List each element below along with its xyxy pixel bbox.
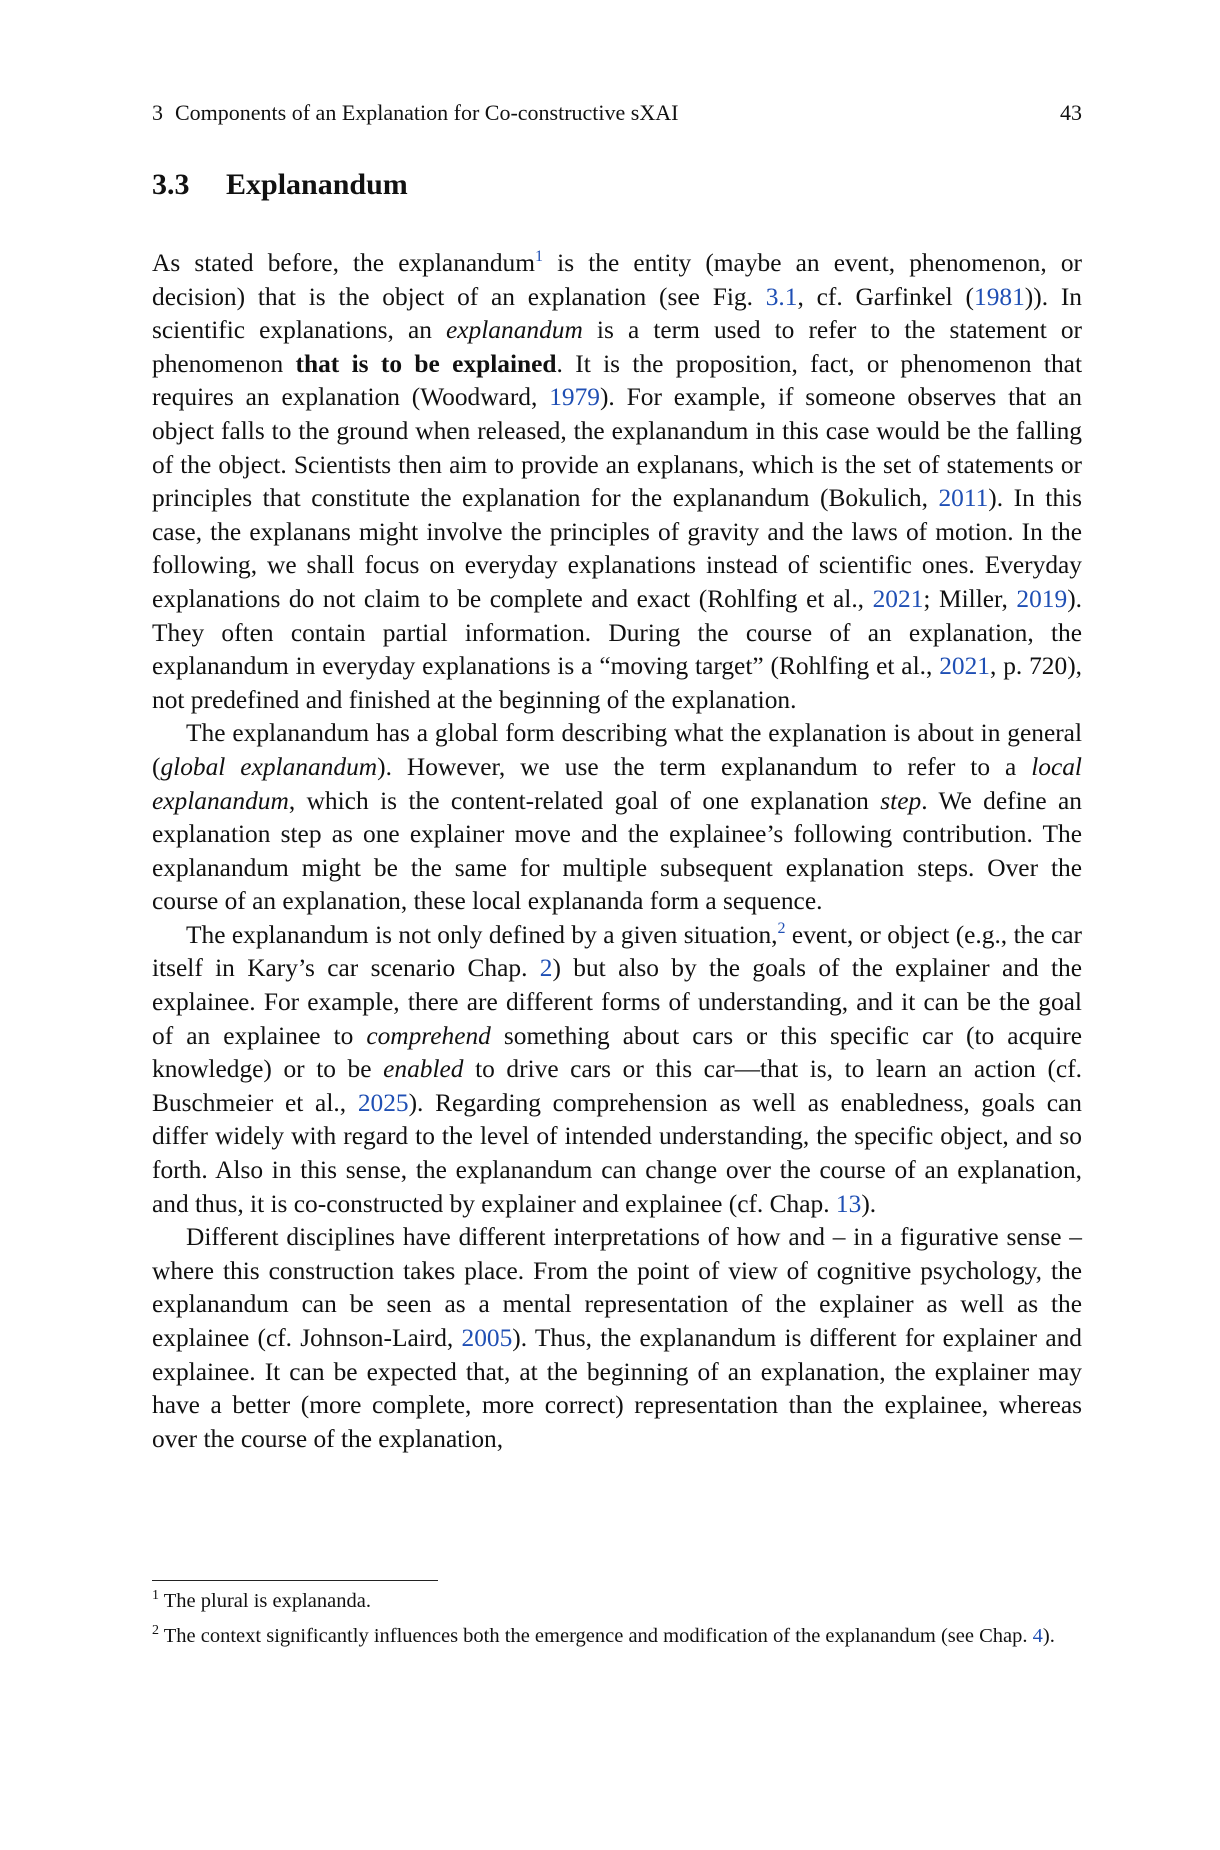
citation-link[interactable]: 2025 [357,1088,409,1117]
footnote-separator [152,1580,438,1581]
text: ). For example, if someone observes that an object falls to the ground when released, the explanandum in this case would be the falling of the object. Scientists then aim to provide an explanans, which is the set of statements or principles that constitute the explanation for the explanandum (Bokulich, [152,383,1083,513]
emphasis: explanandum [446,316,583,345]
text: The explanandum has a global form describing what the explanation is about in general ( [152,719,1082,781]
paragraph-2 [152,717,1082,919]
section-heading [152,165,408,205]
bold-text: that is to be explained [295,349,557,378]
paragraph-4 [152,1221,1082,1456]
text: ). Regarding comprehension as well as enabledness, goals can differ widely with regard to the level of intended understanding, the specific object, and so forth. Also in this sense, the explanandum can change over the course of an explanation, and thus, it is co-constructed by explainer and explainee (cf. Chap. [152,1088,1082,1218]
footnote-marker-1[interactable]: 1 [535,248,543,265]
footnote-number: 2 [152,1622,159,1638]
citation-link[interactable]: 2005 [461,1324,513,1352]
page-number: 43 [1060,100,1082,125]
text: The explanandum is not only defined by a given situation, [186,920,778,949]
text: ) but also by the goals of the explainer and the explainee. For example, there are different forms of understanding, and it can be the goal of an explainee to [152,954,1082,1050]
figure-link[interactable]: 3.1 [765,282,798,311]
text: , which is the content-related goal of one explanation [288,786,881,815]
text: something about cars or this specific car (to acquire knowledge) or to be [152,1021,1083,1084]
footnote-marker-2[interactable]: 2 [777,919,786,937]
text: Different disciplines have different interpretations of how and – in a figurative sense – where this construction takes place. From the point of view of cognitive psychology, the explanandum can be seen as a mental representation of the explainer as well as the explainee (cf. Johnson-Laird, [152,1223,1082,1352]
footnote-text: The context significantly influences both the emergence and modification of the explanandum (see Chap. [159,1624,1033,1647]
emphasis: global explanandum [160,752,378,781]
section-title: Explanandum [226,168,408,201]
text: )). In scientific explanations, an [152,282,1082,345]
text: ). Thus, the explanandum is different for explainer and explainee. It can be expected that, at the beginning of an explanation, the explainer may have a better (more complete, more correct) representation than the explainee, whereas over the course of the explanation, [152,1324,1082,1453]
citation-link[interactable]: 1979 [549,383,600,412]
footnote-1 [152,1587,1082,1616]
citation-link[interactable]: 2011 [938,484,989,513]
citation-link[interactable]: 2019 [1016,584,1068,613]
emphasis: comprehend [366,1021,491,1050]
text: to drive cars or this car—that is, to learn an action (cf. Buschmeier et al., [152,1055,1082,1117]
footnote-2 [152,1622,1082,1651]
paragraph-3 [152,919,1082,1221]
section-number: 3.3 [152,168,190,201]
text: ). They often contain partial information. During the course of an explanation, the explanandum in everyday explanations is a “moving target” (Rohlfing et al., [152,584,1082,681]
text: is the entity (maybe an event, phenomenon, or decision) that is the object of an explanation (see Fig. [152,249,1082,311]
chapter-number: 3 [152,100,163,125]
text: ). In this case, the explanans might involve the principles of gravity and the laws of motion. In the following, we shall focus on everyday explanations instead of scientific ones. Everyday explanations do not claim to be complete and exact (Rohlfing et al., [152,484,1082,613]
text: ; Miller, [923,584,1017,613]
citation-link[interactable]: 2021 [872,584,924,613]
text: ). However, we use the term explanandum to refer to a [377,752,1032,781]
chapter-title: Components of an Explanation for Co-constructive sXAI [175,100,679,125]
footnote-text: The plural is explananda. [159,1590,371,1612]
paragraph-1 [152,247,1082,717]
body-text [152,247,1082,1456]
citation-link[interactable]: 1981 [974,282,1025,311]
text: , p. 720), not predefined and finished at the beginning of the explanation. [152,652,1082,714]
text: . It is the proposition, fact, or phenomenon that requires an explanation (Woodward, [152,349,1082,412]
chapter-link[interactable]: 4 [1032,1624,1043,1647]
chapter-link[interactable]: 13 [835,1189,862,1218]
footnote-number: 1 [152,1588,159,1603]
emphasis: local explanandum [152,752,1082,815]
text: is a term used to refer to the statement or phenomenon [152,316,1082,378]
text: event, or object (e.g., the car itself in Kary’s car scenario Chap. [152,920,1082,983]
footnote-text: ). [1042,1624,1055,1647]
text: . We define an explanation step as one explainer move and the explainee’s following contribution. The explanandum might be the same for multiple subsequent explanation steps. Over the course of an explanation, these local explananda form a sequence. [152,786,1082,916]
footnotes [152,1587,1082,1656]
text: ). [861,1189,877,1218]
text: As stated before, the explanandum [152,249,535,277]
chapter-link[interactable]: 2 [539,954,553,983]
citation-link[interactable]: 2021 [939,652,990,681]
running-head [152,98,1082,128]
emphasis: enabled [383,1055,464,1084]
emphasis: step [880,786,922,815]
text: , cf. Garfinkel ( [797,282,974,311]
